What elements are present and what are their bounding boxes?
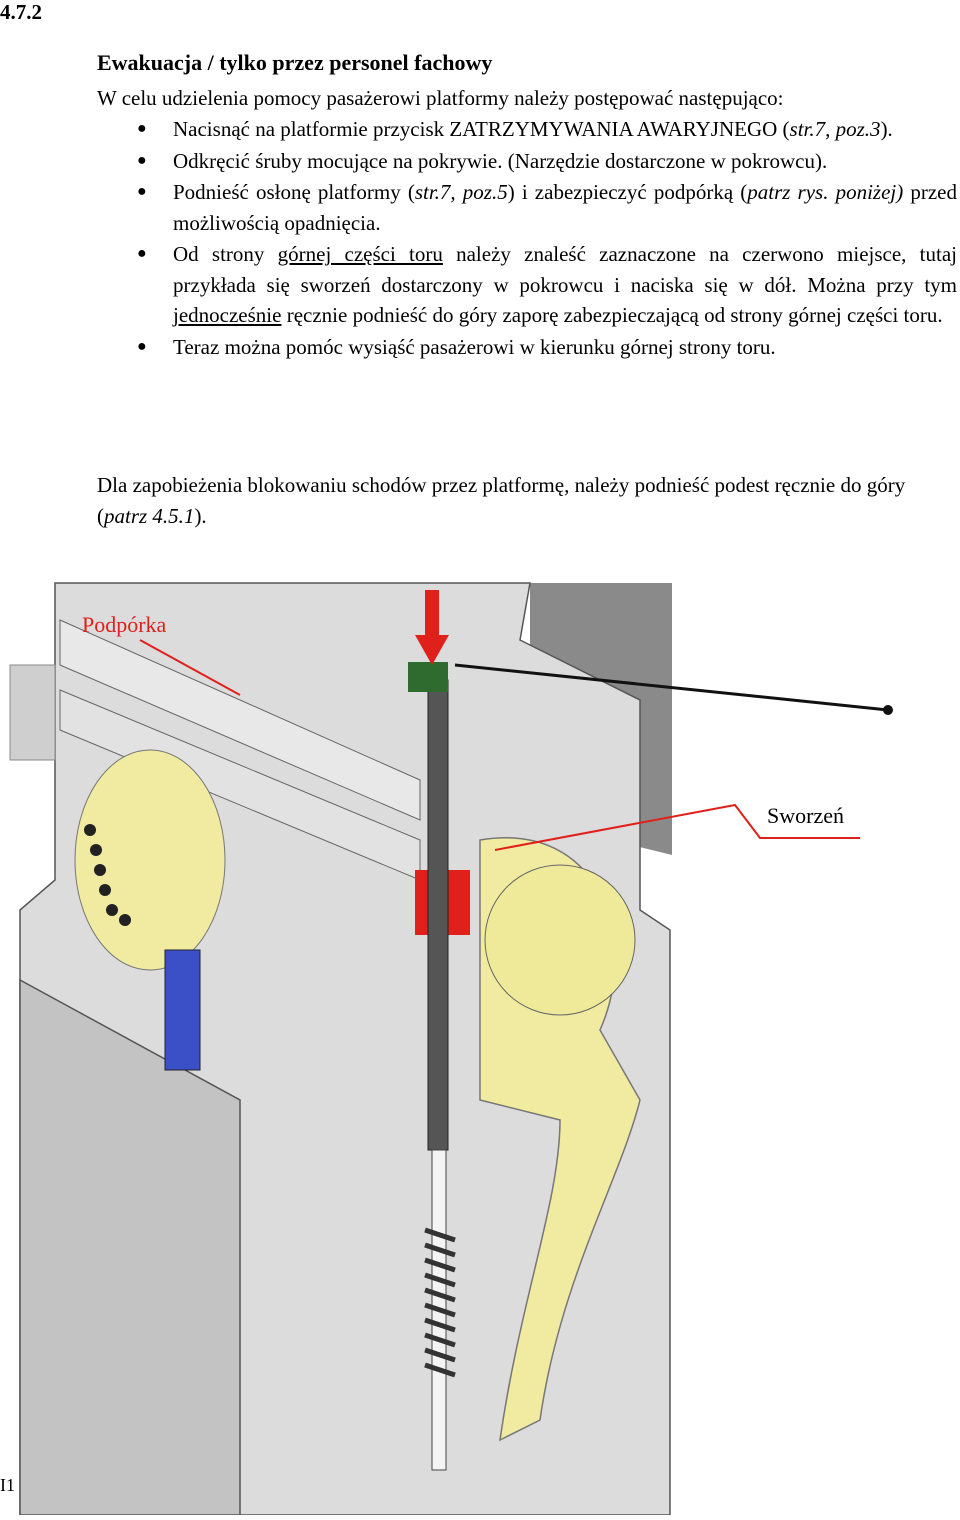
blue-part bbox=[165, 950, 200, 1070]
step-text: Odkręcić śruby mocujące na pokrywie. (Narzędzie dostarczone w pokrowcu). bbox=[173, 148, 828, 173]
platform-illustration bbox=[0, 580, 960, 1515]
page-title: Ewakuacja / tylko przez personel fachowy bbox=[97, 50, 493, 75]
list-item bbox=[97, 114, 957, 145]
yellow-drum bbox=[485, 865, 635, 1015]
rail-pipe bbox=[10, 665, 55, 760]
bullet-icon: ● bbox=[137, 245, 147, 262]
note-text: Dla zapobieżenia blokowaniu schodów przez platformę, należy podnieść podest ręcznie do góry ( bbox=[97, 473, 906, 528]
section-number: 4.7.2 bbox=[0, 0, 42, 24]
bullet-icon: ● bbox=[137, 183, 147, 200]
bullet-icon: ● bbox=[137, 151, 147, 169]
intro-text: W celu udzielenia pomocy pasażerowi platformy należy postępować następująco: bbox=[97, 86, 784, 110]
support-label: Podpórka bbox=[82, 612, 167, 637]
red-arrow-shaft bbox=[425, 590, 439, 640]
bullet-icon: ● bbox=[137, 337, 147, 355]
step-text: ręcznie podnieść do góry zaporę zabezpieczającą od strony górnej części toru. bbox=[281, 303, 943, 327]
rod-end bbox=[883, 705, 893, 715]
note-text: ). bbox=[194, 503, 207, 528]
page-reference: str.7, poz.3 bbox=[789, 117, 881, 141]
bullet-icon: ● bbox=[137, 120, 147, 137]
section-reference: patrz 4.5.1 bbox=[104, 503, 195, 528]
steps-list bbox=[97, 114, 957, 363]
step-text: Nacisnąć na platformie przycisk ZATRZYMYWANIA AWARYJNEGO ( bbox=[173, 117, 790, 141]
step-text: Od strony bbox=[173, 242, 278, 266]
emphasis-text: górnej części toru bbox=[277, 242, 443, 266]
yellow-wheel bbox=[75, 750, 225, 970]
list-item bbox=[97, 177, 957, 238]
list-item bbox=[97, 146, 957, 177]
pin-label: Sworzeń bbox=[767, 803, 844, 828]
step-text: ). bbox=[880, 117, 893, 141]
page-reference: str.7, poz.5 bbox=[414, 180, 508, 204]
step-text: Podnieść osłonę platformy ( bbox=[173, 180, 415, 204]
pin-rod bbox=[428, 680, 448, 1150]
step-text: należy znaleść zaznaczone na czerwono miejsce, tutaj przykłada się sworzeń dostarczony w pokrowcu i naciska się w dół. Można przy tym bbox=[173, 242, 957, 297]
list-item bbox=[97, 332, 957, 363]
support-holder bbox=[408, 662, 448, 692]
list-item bbox=[97, 239, 957, 331]
step-text: Teraz można pomóc wysiąść pasażerowi w kierunku górnej strony toru. bbox=[173, 334, 776, 359]
figure-reference: patrz rys. poniżej) bbox=[747, 180, 904, 204]
step-text: ) i zabezpieczyć podpórką ( bbox=[507, 180, 748, 204]
footer-mark: I1 bbox=[0, 1475, 15, 1495]
note-paragraph bbox=[97, 470, 937, 531]
emphasis-text: jednocześnie bbox=[173, 303, 282, 327]
evacuation-figure bbox=[0, 580, 960, 1515]
step-text: przed możliwością opadnięcia. bbox=[173, 180, 958, 235]
